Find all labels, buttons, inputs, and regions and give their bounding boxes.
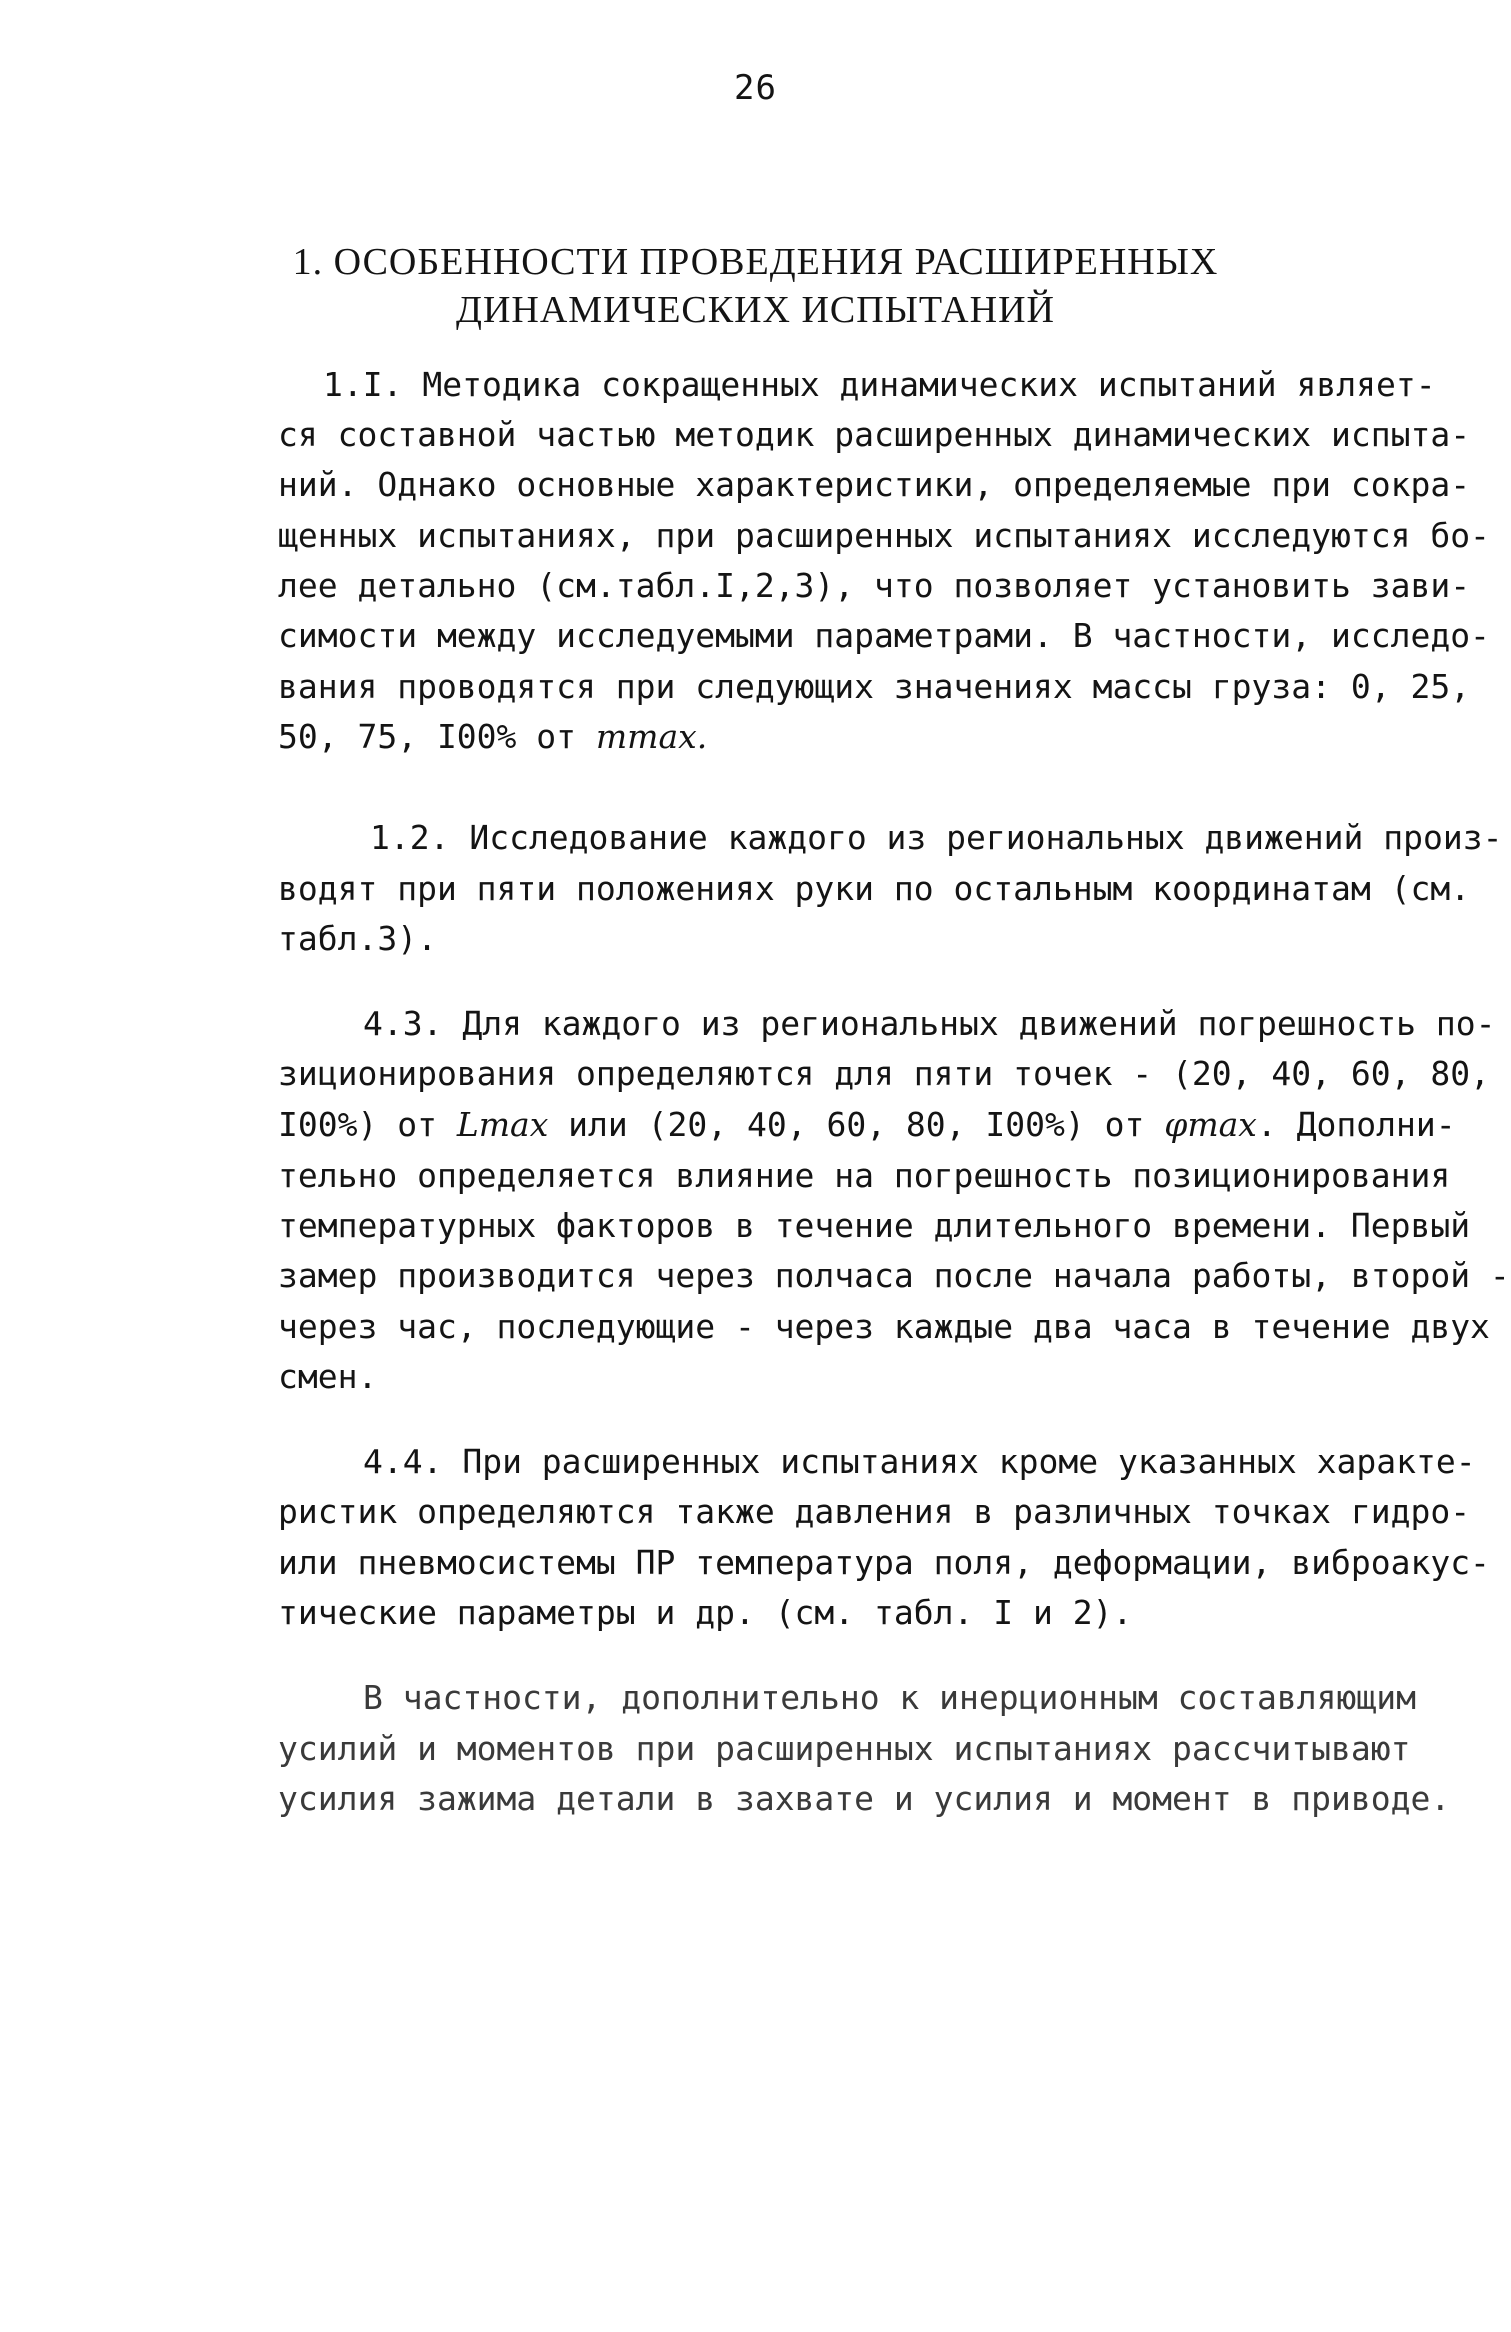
paragraph-line (278, 1105, 1456, 1145)
paragraph-line: ристик определяются также давления в различных точках гидро- (278, 1492, 1471, 1531)
paragraph-line: 4.3. Для каждого из региональных движений погрешность по- (363, 1004, 1496, 1043)
m-max-symbol: mmax. (595, 717, 708, 756)
paragraph-text: 50, 75, I00% от (278, 717, 596, 756)
paragraph-line: замер производится через полчаса после начала работы, второй - (278, 1256, 1510, 1295)
paragraph-line: лее детально (см.табл.I,2,3), что позволяет установить зави- (278, 566, 1471, 605)
paragraph-line: табл.3). (278, 919, 437, 958)
paragraph-text: или (20, 40, 60, 80, I00%) от (548, 1105, 1165, 1144)
section-heading-line-1: 1. ОСОБЕННОСТИ ПРОВЕДЕНИЯ РАСШИРЕННЫХ (292, 241, 1219, 283)
paragraph-line: усилия зажима детали в захвате и усилия и момент в приводе. (278, 1779, 1451, 1818)
section-heading-line-2: ДИНАМИЧЕСКИХ ИСПЫТАНИЙ (456, 289, 1055, 331)
paragraph-line: или пневмосистемы ПР температура поля, деформации, виброакус- (278, 1543, 1490, 1582)
paragraph-line: тические параметры и др. (см. табл. I и 2). (278, 1593, 1133, 1632)
l-max-symbol: Lmax (456, 1105, 549, 1144)
paragraph-line: вания проводятся при следующих значениях массы груза: 0, 25, (278, 667, 1471, 706)
paragraph-line: зиционирования определяются для пяти точек - (20, 40, 60, 80, (278, 1054, 1490, 1093)
page-number: 26 (734, 68, 777, 108)
phi-max-symbol: φmax (1164, 1105, 1257, 1144)
paragraph-line: смен. (278, 1357, 378, 1396)
paragraph-line: 1.2. Исследование каждого из региональных движений произ- (370, 818, 1503, 857)
paragraph-text: I00%) от (278, 1105, 457, 1144)
paragraph-line: водят при пяти положениях руки по остальным координатам (см. (278, 869, 1471, 908)
paragraph-line: усилий и моментов при расширенных испытаниях рассчитывают (278, 1729, 1411, 1768)
paragraph-line: тельно определяется влияние на погрешность позиционирования (278, 1156, 1451, 1195)
paragraph-line: через час, последующие - через каждые два часа в течение двух (278, 1307, 1490, 1346)
paragraph-line: 1.I. Методика сокращенных динамических испытаний являет- (323, 365, 1436, 404)
paragraph-line: щенных испытаниях, при расширенных испытаниях исследуются бо- (278, 516, 1490, 555)
paragraph-line: ся составной частью методик расширенных динамических испыта- (278, 415, 1471, 454)
paragraph-line: ний. Однако основные характеристики, определяемые при сокра- (278, 465, 1471, 504)
paragraph-line (278, 717, 707, 757)
paragraph-text: . Дополни- (1256, 1105, 1456, 1144)
paragraph-line: В частности, дополнительно к инерционным составляющим (363, 1678, 1416, 1717)
paragraph-line: 4.4. При расширенных испытаниях кроме указанных характе- (363, 1442, 1476, 1481)
paragraph-line: температурных факторов в течение длительного времени. Первый (278, 1206, 1471, 1245)
paragraph-line: симости между исследуемыми параметрами. В частности, исследо- (278, 616, 1490, 655)
